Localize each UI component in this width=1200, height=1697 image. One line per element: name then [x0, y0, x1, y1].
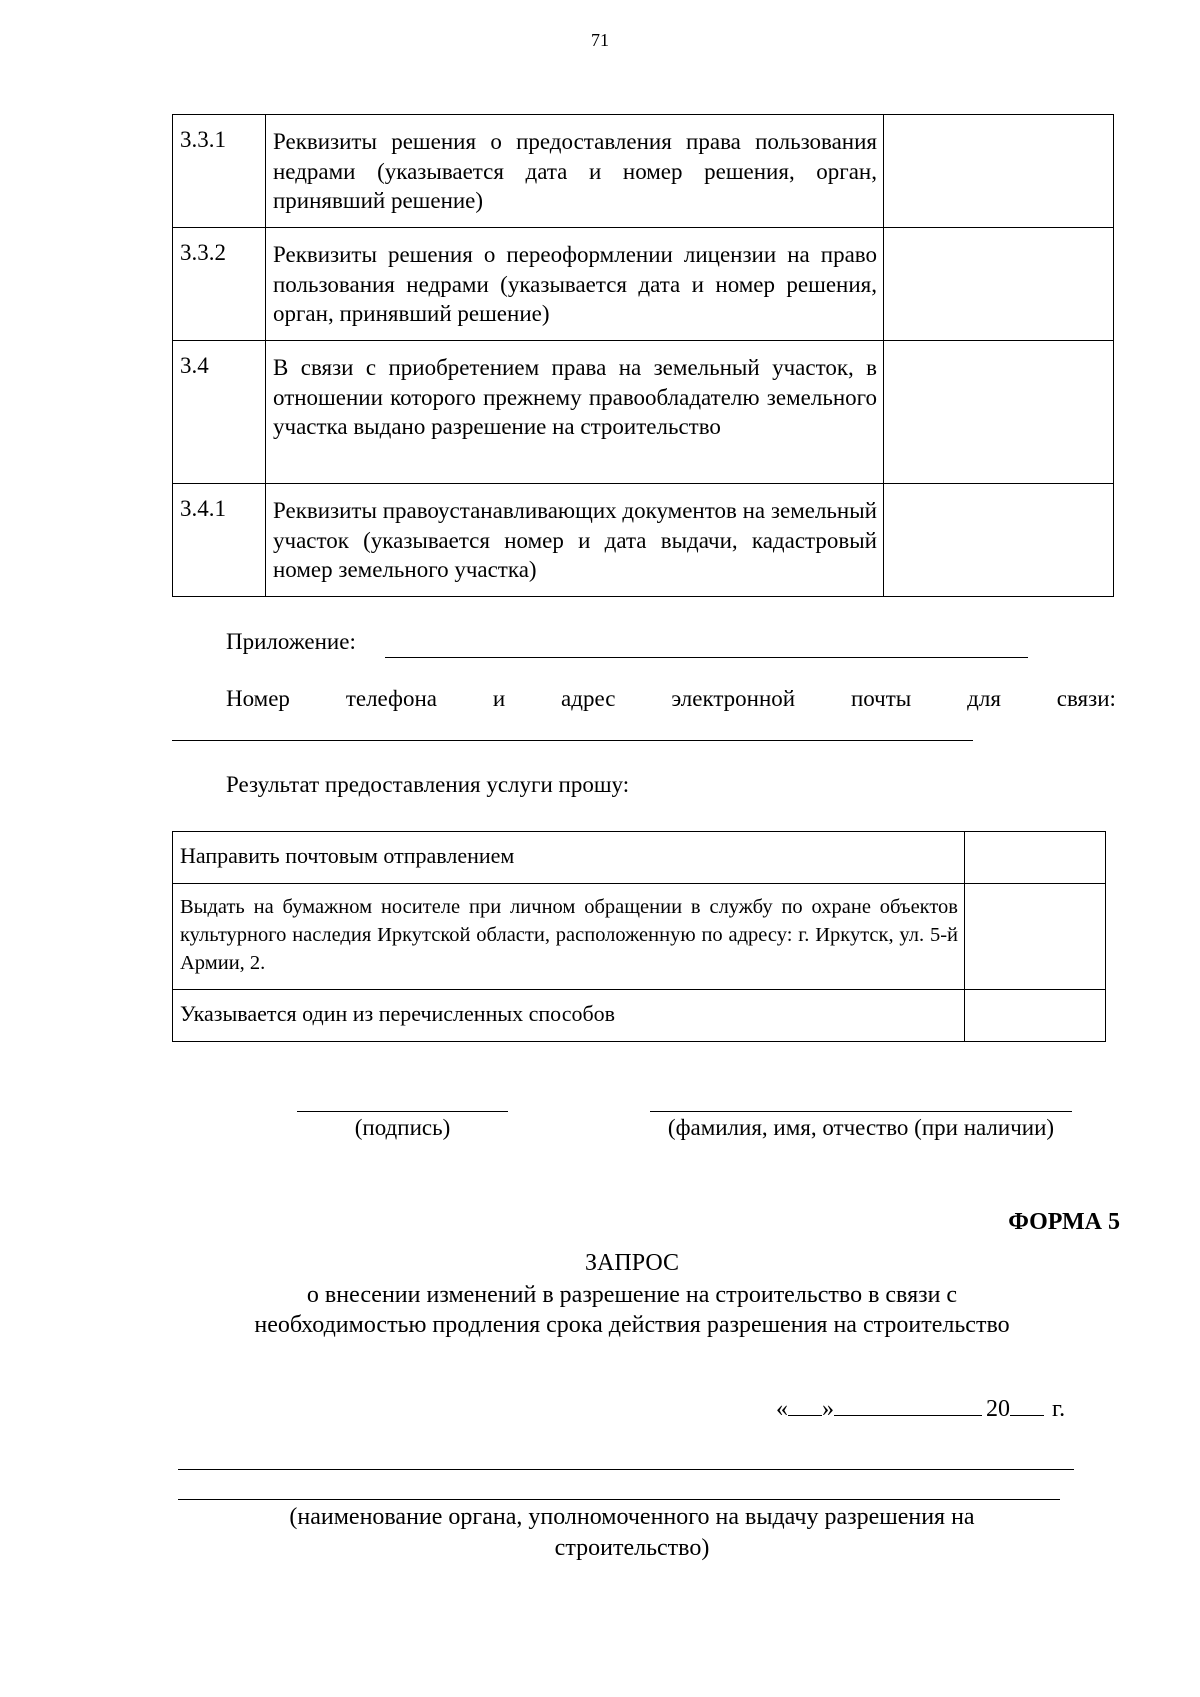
contact-label-word: почты — [850, 686, 912, 711]
row-number: 3.3.1 — [173, 115, 266, 228]
attachment-label: Приложение: — [226, 629, 356, 654]
signature-label: (подпись) — [354, 1115, 451, 1140]
attachment-field-line[interactable] — [385, 657, 1028, 658]
row-number: 3.3.2 — [173, 228, 266, 341]
table-row — [173, 115, 1114, 228]
row-description: Реквизиты решения о предоставления права пользования недрами (указывается дата и номер решения, орган, принявший решение) — [266, 115, 884, 228]
contact-label-word: телефона — [345, 686, 437, 711]
year-prefix: 20 — [986, 1396, 1010, 1422]
row-description: Реквизиты правоустанавливающих документов на земельный участок (указывается номер и дата выдачи, кадастровый номер земельного участка) — [266, 484, 884, 597]
table-row — [173, 484, 1114, 597]
request-subtitle: о внесении изменений в разрешение на строительство в связи с — [306, 1282, 958, 1308]
row-number: 3.4 — [173, 341, 266, 484]
option-check-cell[interactable] — [965, 832, 1106, 884]
year-field[interactable] — [1010, 1393, 1044, 1416]
contact-label-word: электронной — [671, 686, 796, 711]
table-row — [173, 341, 1114, 484]
request-subtitle: необходимостью продления срока действия разрешения на строительство — [254, 1312, 1010, 1338]
row-description: В связи с приобретением права на земельный участок, в отношении которого прежнему правообладателю земельного участка выдано разрешение на строительство — [266, 341, 884, 484]
row-value-cell[interactable] — [884, 115, 1114, 228]
row-number: 3.4.1 — [173, 484, 266, 597]
authority-caption: (наименование органа, уполномоченного на выдачу разрешения на — [289, 1504, 975, 1530]
option-description: Направить почтовым отправлением — [173, 832, 965, 884]
signature-field-line[interactable] — [297, 1111, 508, 1112]
row-description: Реквизиты решения о переоформлении лицензии на право пользования недрами (указывается дата и номер решения, орган, принявший решение) — [266, 228, 884, 341]
form-label: ФОРМА 5 — [1008, 1209, 1120, 1235]
contact-label-word: связи: — [1056, 686, 1116, 711]
delivery-options-table — [172, 831, 1106, 1042]
date-line — [776, 1393, 1065, 1423]
request-title: ЗАПРОС — [585, 1250, 679, 1276]
fullname-field-line[interactable] — [650, 1111, 1072, 1112]
details-table — [172, 114, 1114, 597]
date-close-quote: » — [822, 1396, 834, 1422]
authority-field-line[interactable] — [178, 1499, 1060, 1500]
contact-label-word: Номер — [226, 686, 290, 711]
year-suffix: г. — [1052, 1396, 1066, 1422]
option-check-cell[interactable] — [965, 990, 1106, 1042]
contact-label — [226, 686, 1116, 712]
table-row — [173, 832, 1106, 884]
table-row — [173, 990, 1106, 1042]
month-field[interactable] — [834, 1393, 982, 1416]
option-description: Указывается один из перечисленных способов — [173, 990, 965, 1042]
date-open-quote: « — [776, 1396, 788, 1422]
contact-label-word: и — [492, 686, 506, 711]
option-check-cell[interactable] — [965, 884, 1106, 990]
row-value-cell[interactable] — [884, 228, 1114, 341]
result-label: Результат предоставления услуги прошу: — [226, 772, 630, 797]
fullname-label: (фамилия, имя, отчество (при наличии) — [667, 1115, 1055, 1140]
authority-field-line[interactable] — [178, 1469, 1074, 1470]
row-value-cell[interactable] — [884, 341, 1114, 484]
day-field[interactable] — [788, 1393, 822, 1416]
table-row — [173, 228, 1114, 341]
contact-label-word: для — [967, 686, 1001, 711]
table-row — [173, 884, 1106, 990]
page-number: 71 — [591, 30, 609, 50]
authority-caption: строительство) — [554, 1535, 710, 1561]
contact-label-word: адрес — [561, 686, 616, 711]
option-description: Выдать на бумажном носителе при личном обращении в службу по охране объектов культурного наследия Иркутской области, расположенную по адресу: г. Иркутск, ул. 5-й Армии, 2. — [173, 884, 965, 990]
contact-field-line[interactable] — [172, 740, 973, 741]
row-value-cell[interactable] — [884, 484, 1114, 597]
